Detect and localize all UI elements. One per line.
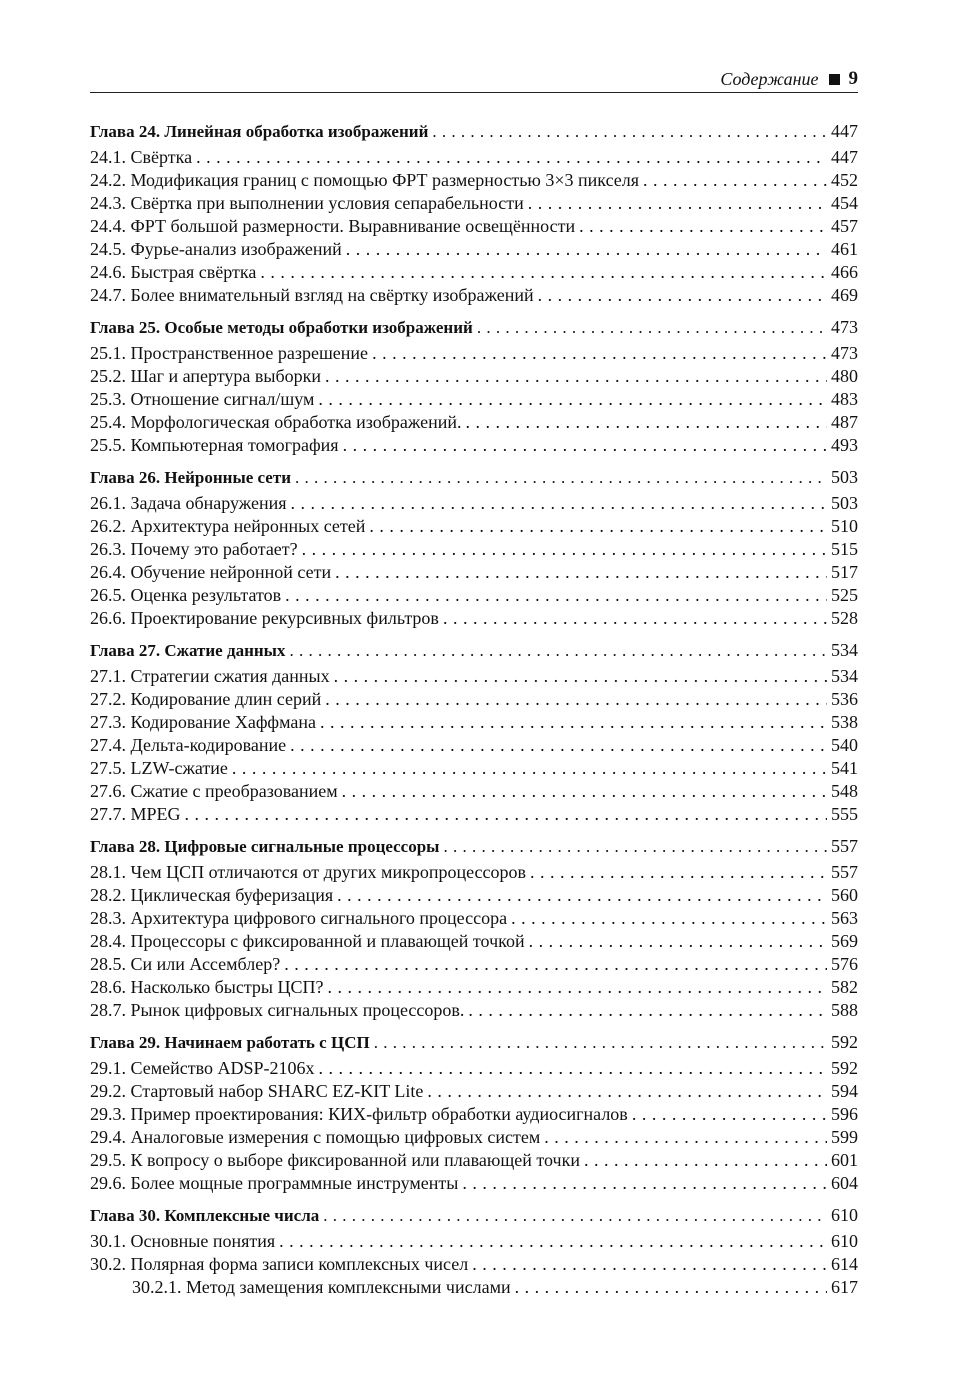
toc-chapter[interactable]	[90, 833, 858, 859]
toc-section-label: 25.1. Пространственное разрешение	[90, 343, 369, 363]
toc-section[interactable]	[90, 515, 858, 538]
toc-section-label: 26.2. Архитектура нейронных сетей	[90, 516, 366, 536]
toc-chapter-block	[90, 314, 858, 457]
dot-leader	[468, 999, 827, 1022]
toc-section-page: 614	[831, 1254, 858, 1274]
toc-section-label: 30.2. Полярная форма записи комплексных чисел	[90, 1254, 469, 1274]
toc-chapter-block	[90, 1029, 858, 1195]
toc-section-page: 599	[831, 1127, 858, 1147]
toc-section-label: 29.3. Пример проектирования: КИХ-фильтр обработки аудиосигналов	[90, 1104, 628, 1124]
toc-section-page: 454	[831, 193, 858, 213]
dot-leader	[477, 315, 827, 341]
toc-section-label: 25.5. Компьютерная томография	[90, 435, 339, 455]
toc-section-label: 28.3. Архитектура цифрового сигнального процессора	[90, 908, 508, 928]
toc-section[interactable]	[90, 1172, 858, 1195]
toc-subsection-label: 30.2.1. Метод замещения комплексными числами	[132, 1277, 511, 1297]
toc-section-page: 582	[831, 977, 858, 997]
toc-chapter-block	[90, 637, 858, 826]
toc-section-page: 540	[831, 735, 858, 755]
toc-chapter-label: Глава 27. Сжатие данных	[90, 641, 286, 660]
toc-section-label: 27.5. LZW-сжатие	[90, 758, 228, 778]
toc-section[interactable]	[90, 1080, 858, 1103]
toc-section[interactable]	[90, 907, 858, 930]
toc-section-label: 26.4. Обучение нейронной сети	[90, 562, 332, 582]
toc-section[interactable]	[90, 538, 858, 561]
toc-section[interactable]	[90, 884, 858, 907]
toc-section-label: 25.4. Морфологическая обработка изображений.	[90, 412, 462, 432]
table-of-contents	[90, 118, 858, 1306]
toc-chapter[interactable]	[90, 1029, 858, 1055]
toc-section[interactable]	[90, 861, 858, 884]
toc-section-label: 24.3. Свёртка при выполнении условия сепарабельности	[90, 193, 524, 213]
toc-section-page: 594	[831, 1081, 858, 1101]
toc-section[interactable]	[90, 584, 858, 607]
toc-section-page: 483	[831, 389, 858, 409]
toc-section[interactable]	[90, 492, 858, 515]
toc-section[interactable]	[90, 1057, 858, 1080]
toc-chapter[interactable]	[90, 1202, 858, 1228]
toc-section-page: 480	[831, 366, 858, 386]
toc-section[interactable]	[90, 238, 858, 261]
toc-chapter[interactable]	[90, 464, 858, 490]
toc-section-page: 601	[831, 1150, 858, 1170]
dot-leader	[369, 515, 827, 538]
toc-section-label: 28.6. Насколько быстры ЦСП?	[90, 977, 324, 997]
toc-section-page: 555	[831, 804, 858, 824]
dot-leader	[632, 1103, 827, 1126]
dot-leader	[320, 711, 827, 734]
dot-leader	[465, 411, 827, 434]
dot-leader	[337, 884, 827, 907]
dot-leader	[443, 834, 827, 860]
dot-leader	[472, 1253, 827, 1276]
dot-leader	[289, 638, 827, 664]
toc-section[interactable]	[90, 146, 858, 169]
toc-subsection-page: 617	[831, 1277, 858, 1297]
toc-subsection[interactable]	[90, 1276, 858, 1299]
toc-chapter[interactable]	[90, 637, 858, 663]
toc-section-label: 24.1. Свёртка	[90, 147, 193, 167]
toc-chapter[interactable]	[90, 314, 858, 340]
toc-section-label: 30.1. Основные понятия	[90, 1231, 276, 1251]
dot-leader	[643, 169, 827, 192]
toc-chapter-page: 473	[831, 317, 858, 337]
toc-section[interactable]	[90, 342, 858, 365]
toc-section[interactable]	[90, 561, 858, 584]
toc-section-page: 569	[831, 931, 858, 951]
toc-chapter-label: Глава 26. Нейронные сети	[90, 468, 291, 487]
toc-section-page: 515	[831, 539, 858, 559]
toc-section[interactable]	[90, 803, 858, 826]
toc-section[interactable]	[90, 1149, 858, 1172]
toc-section-page: 466	[831, 262, 858, 282]
dot-leader	[325, 365, 827, 388]
toc-section-label: 29.4. Аналоговые измерения с помощью цифровых систем	[90, 1127, 541, 1147]
toc-section-label: 26.6. Проектирование рекурсивных фильтров	[90, 608, 439, 628]
toc-section-page: 517	[831, 562, 858, 582]
toc-chapter-label: Глава 28. Цифровые сигнальные процессоры	[90, 837, 440, 856]
toc-section[interactable]	[90, 999, 858, 1022]
dot-leader	[515, 1276, 827, 1299]
dot-leader	[443, 607, 827, 630]
toc-chapter-page: 592	[831, 1032, 858, 1052]
toc-section-label: 26.1. Задача обнаружения	[90, 493, 287, 513]
dot-leader	[528, 192, 827, 215]
toc-section-page: 541	[831, 758, 858, 778]
toc-section[interactable]	[90, 607, 858, 630]
toc-section-page: 536	[831, 689, 858, 709]
dot-leader	[232, 757, 827, 780]
toc-chapter-label: Глава 30. Комплексные числа	[90, 1206, 320, 1225]
toc-section-page: 560	[831, 885, 858, 905]
dot-leader	[346, 238, 827, 261]
toc-section[interactable]	[90, 1126, 858, 1149]
dot-leader	[290, 734, 827, 757]
toc-section[interactable]	[90, 169, 858, 192]
toc-section-page: 493	[831, 435, 858, 455]
toc-section-label: 27.4. Дельта-кодирование	[90, 735, 287, 755]
dot-leader	[529, 930, 827, 953]
toc-section[interactable]	[90, 665, 858, 688]
toc-section[interactable]	[90, 192, 858, 215]
dot-leader	[372, 342, 827, 365]
toc-section-page: 548	[831, 781, 858, 801]
toc-section-label: 29.1. Семейство ADSP-2106x	[90, 1058, 315, 1078]
toc-section-label: 26.5. Оценка результатов	[90, 585, 282, 605]
toc-section-page: 563	[831, 908, 858, 928]
toc-section-label: 27.6. Сжатие с преобразованием	[90, 781, 338, 801]
toc-section-page: 461	[831, 239, 858, 259]
dot-leader	[432, 119, 827, 145]
toc-section-label: 29.5. К вопросу о выборе фиксированной или плавающей точки	[90, 1150, 580, 1170]
dot-leader	[284, 953, 827, 976]
toc-section[interactable]	[90, 953, 858, 976]
dot-leader	[427, 1080, 827, 1103]
toc-section-page: 525	[831, 585, 858, 605]
toc-chapter-page: 610	[831, 1205, 858, 1225]
toc-section-label: 24.5. Фурье-анализ изображений	[90, 239, 342, 259]
toc-chapter-page: 557	[831, 836, 858, 856]
dot-leader	[374, 1030, 827, 1056]
toc-section-label: 25.3. Отношение сигнал/шум	[90, 389, 315, 409]
dot-leader	[544, 1126, 827, 1149]
toc-chapter-block	[90, 464, 858, 630]
toc-section-label: 28.1. Чем ЦСП отличаются от других микропроцессоров	[90, 862, 526, 882]
toc-section-label: 29.2. Стартовый набор SHARC EZ-KIT Lite	[90, 1081, 424, 1101]
dot-leader	[538, 284, 827, 307]
dot-leader	[584, 1149, 827, 1172]
toc-section[interactable]	[90, 434, 858, 457]
toc-section[interactable]	[90, 1253, 858, 1276]
dot-leader	[328, 976, 827, 999]
toc-section-page: 610	[831, 1231, 858, 1251]
toc-section-page: 538	[831, 712, 858, 732]
toc-section-label: 28.5. Си или Ассемблер?	[90, 954, 281, 974]
dot-leader	[185, 803, 827, 826]
toc-section-label: 24.2. Модификация границ с помощью ФРТ размерностью 3×3 пикселя	[90, 170, 640, 190]
toc-section-label: 29.6. Более мощные программные инструменты	[90, 1173, 459, 1193]
toc-section-label: 24.6. Быстрая свёртка	[90, 262, 257, 282]
dot-leader	[196, 146, 827, 169]
toc-section-label: 25.2. Шаг и апертура выборки	[90, 366, 322, 386]
toc-section-page: 576	[831, 954, 858, 974]
dot-leader	[342, 780, 827, 803]
toc-section-page: 457	[831, 216, 858, 236]
toc-section-page: 452	[831, 170, 858, 190]
header-title: Содержание	[720, 68, 819, 89]
toc-section-label: 28.4. Процессоры с фиксированной и плавающей точкой	[90, 931, 525, 951]
toc-section-page: 557	[831, 862, 858, 882]
dot-leader	[295, 465, 827, 491]
toc-section-page: 534	[831, 666, 858, 686]
toc-chapter-page: 447	[831, 121, 858, 141]
dot-leader	[325, 688, 827, 711]
toc-section-page: 604	[831, 1173, 858, 1193]
toc-section[interactable]	[90, 711, 858, 734]
toc-chapter[interactable]	[90, 118, 858, 144]
toc-chapter-label: Глава 24. Линейная обработка изображений	[90, 122, 429, 141]
toc-section-page: 503	[831, 493, 858, 513]
toc-section-page: 487	[831, 412, 858, 432]
dot-leader	[530, 861, 827, 884]
dot-leader	[318, 1057, 827, 1080]
toc-section-page: 469	[831, 285, 858, 305]
toc-section[interactable]	[90, 284, 858, 307]
toc-section-label: 27.3. Кодирование Хаффмана	[90, 712, 316, 732]
toc-section-label: 24.7. Более внимательный взгляд на свёртку изображений	[90, 285, 534, 305]
toc-chapter-block	[90, 833, 858, 1022]
toc-section[interactable]	[90, 411, 858, 434]
toc-chapter-block	[90, 118, 858, 307]
toc-section[interactable]	[90, 365, 858, 388]
toc-section[interactable]	[90, 780, 858, 803]
dot-leader	[291, 492, 827, 515]
dot-leader	[279, 1230, 827, 1253]
toc-chapter-label: Глава 25. Особые методы обработки изображений	[90, 318, 473, 337]
dot-leader	[323, 1203, 827, 1229]
toc-section-page: 528	[831, 608, 858, 628]
dot-leader	[285, 584, 827, 607]
toc-section[interactable]	[90, 688, 858, 711]
toc-section-label: 27.7. MPEG	[90, 804, 181, 824]
toc-section[interactable]	[90, 757, 858, 780]
toc-section[interactable]	[90, 1103, 858, 1126]
toc-section[interactable]	[90, 976, 858, 999]
toc-section-label: 27.2. Кодирование длин серий	[90, 689, 322, 709]
dot-leader	[318, 388, 827, 411]
dot-leader	[260, 261, 827, 284]
toc-section-page: 592	[831, 1058, 858, 1078]
toc-section-page: 473	[831, 343, 858, 363]
dot-leader	[579, 215, 827, 238]
toc-section[interactable]	[90, 261, 858, 284]
toc-chapter-block	[90, 1202, 858, 1299]
toc-section[interactable]	[90, 930, 858, 953]
toc-chapter-page: 534	[831, 640, 858, 660]
toc-section[interactable]	[90, 388, 858, 411]
toc-section[interactable]	[90, 215, 858, 238]
toc-section-label: 27.1. Стратегии сжатия данных	[90, 666, 330, 686]
toc-chapter-label: Глава 29. Начинаем работать с ЦСП	[90, 1033, 370, 1052]
toc-section-page: 588	[831, 1000, 858, 1020]
toc-section[interactable]	[90, 1230, 858, 1253]
toc-section-page: 447	[831, 147, 858, 167]
dot-leader	[462, 1172, 827, 1195]
toc-section-label: 26.3. Почему это работает?	[90, 539, 298, 559]
dot-leader	[511, 907, 827, 930]
dot-leader	[335, 561, 827, 584]
page-number: 9	[848, 68, 858, 89]
toc-section-page: 510	[831, 516, 858, 536]
dot-leader	[343, 434, 827, 457]
running-header	[90, 66, 858, 93]
toc-section-label: 28.2. Циклическая буферизация	[90, 885, 334, 905]
square-bullet-icon	[829, 74, 840, 85]
dot-leader	[334, 665, 827, 688]
toc-section-label: 28.7. Рынок цифровых сигнальных процессоров.	[90, 1000, 465, 1020]
dot-leader	[302, 538, 827, 561]
toc-section-label: 24.4. ФРТ большой размерности. Выравнивание освещённости	[90, 216, 576, 236]
toc-chapter-page: 503	[831, 467, 858, 487]
toc-section[interactable]	[90, 734, 858, 757]
toc-section-page: 596	[831, 1104, 858, 1124]
